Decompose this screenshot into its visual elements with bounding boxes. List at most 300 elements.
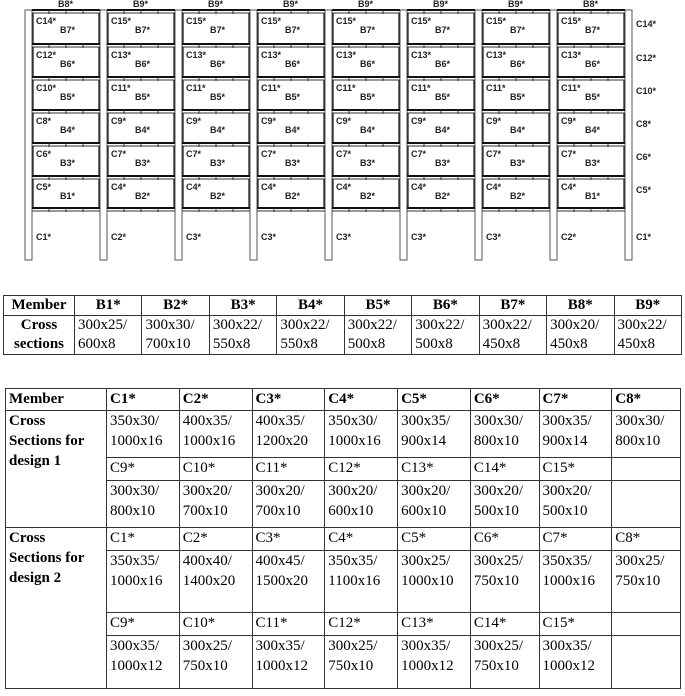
column-label: C9* — [486, 116, 502, 126]
beam-section-value — [479, 316, 546, 355]
section-line: 300x25/ — [182, 638, 232, 654]
beam-label: B3* — [435, 158, 451, 168]
column-member-name: C12* — [325, 458, 398, 481]
column-label: C7* — [111, 149, 127, 159]
column-label: C1* — [636, 232, 652, 242]
section-line: 300x30/ — [110, 483, 160, 499]
section-line: 350x35/ — [328, 553, 378, 569]
beam-label: B3* — [285, 158, 301, 168]
column-label: C9* — [336, 116, 352, 126]
section-line: 600x10 — [401, 503, 447, 519]
roof-beam-label: B9* — [358, 0, 374, 9]
section-line: 300x25/ — [473, 638, 523, 654]
column-member-name: C3* — [252, 528, 325, 551]
beam-label: B2* — [510, 191, 526, 201]
column-label: C9* — [111, 116, 127, 126]
beam-label: B7* — [135, 25, 151, 35]
column-member-name: C1* — [107, 528, 180, 551]
column-label: C11* — [486, 83, 506, 93]
beam-label: B1* — [585, 191, 601, 201]
column-section-value — [612, 411, 681, 458]
section-line: 1000x12 — [542, 658, 596, 674]
section-line: 1500x20 — [255, 573, 309, 589]
column-section-value — [470, 551, 539, 613]
section-line: 300x25/ — [328, 638, 378, 654]
column-section-value — [179, 481, 252, 528]
beam-member-name: B5* — [344, 296, 411, 316]
column-section-value — [107, 481, 180, 528]
section-line: 700x10 — [182, 503, 228, 519]
column-label: C12* — [636, 53, 657, 63]
column-label: C7* — [261, 149, 277, 159]
design2-values-row-2 — [6, 636, 681, 689]
section-line: 300x20/ — [401, 483, 451, 499]
label-line: Sections for — [9, 433, 85, 449]
section-line: 300x25/ — [78, 317, 128, 333]
column-label: C7* — [336, 149, 352, 159]
column-label: C3* — [186, 232, 202, 242]
section-line: 800x10 — [473, 433, 519, 449]
section-line: 300x25/ — [473, 553, 523, 569]
column-label: C10* — [36, 83, 57, 93]
section-line: 500x8 — [347, 336, 386, 352]
roof-beam-label: B9* — [283, 0, 299, 9]
section-line: 1400x20 — [182, 573, 236, 589]
beam-label: B7* — [585, 25, 601, 35]
section-line: 300x22/ — [280, 317, 330, 333]
column-member-name: C15* — [539, 613, 612, 636]
beam-label: B4* — [285, 125, 301, 135]
section-line: 300x22/ — [617, 317, 667, 333]
beam-label: B3* — [360, 158, 376, 168]
section-line: 800x10 — [110, 503, 155, 519]
beam-label: B3* — [60, 158, 76, 168]
column-section-value — [612, 551, 681, 613]
column-label: C14* — [636, 19, 657, 29]
column-label: C14* — [36, 16, 57, 26]
beam-label: B5* — [210, 92, 226, 102]
column-member-name: C14* — [470, 458, 539, 481]
column-section-value — [107, 551, 180, 613]
column-section-value — [398, 636, 471, 689]
column-section-value — [539, 411, 612, 458]
column-label: C4* — [186, 182, 202, 192]
column-member-name: C7* — [539, 528, 612, 551]
beam-label: B6* — [210, 59, 226, 69]
column-member — [475, 10, 482, 260]
beam-label: B5* — [285, 92, 301, 102]
beam-values-row — [4, 316, 682, 355]
column-section-value — [325, 481, 398, 528]
column-member-name: C2* — [179, 389, 252, 411]
beam-label: B6* — [285, 59, 301, 69]
section-line: 750x10 — [182, 658, 228, 674]
design1-values-row-2 — [6, 481, 681, 528]
column-header-row — [6, 389, 681, 411]
section-line: 300x20/ — [550, 317, 600, 333]
column-label: C8* — [636, 119, 652, 129]
column-label: C7* — [186, 149, 202, 159]
section-line: 900x14 — [401, 433, 447, 449]
section-line: 1000x16 — [110, 573, 163, 589]
column-label: C11* — [561, 83, 581, 93]
column-member-name: C2* — [179, 528, 252, 551]
empty-cell — [612, 458, 681, 481]
roof-beam-label: B9* — [133, 0, 149, 9]
column-label: C4* — [261, 182, 277, 192]
beam-label: B4* — [60, 125, 76, 135]
beam-label: B4* — [135, 125, 151, 135]
column-label: C15* — [111, 16, 132, 26]
column-section-value — [252, 636, 325, 689]
column-section-value — [179, 411, 252, 458]
column-label: C3* — [486, 232, 502, 242]
column-section-value — [470, 636, 539, 689]
column-label: C13* — [111, 50, 132, 60]
beam-member-name: B9* — [614, 296, 682, 316]
beam-label: B2* — [135, 191, 151, 201]
column-label: C6* — [636, 152, 652, 162]
column-member-name: C10* — [179, 458, 252, 481]
roof-beam-label: B9* — [508, 0, 524, 9]
section-line: 500x10 — [542, 503, 588, 519]
design1-label — [6, 411, 107, 528]
beam-member-name: B4* — [277, 296, 344, 316]
column-label: C3* — [336, 232, 352, 242]
section-line: 1000x16 — [110, 433, 163, 449]
beam-label: B5* — [435, 92, 451, 102]
column-label: C2* — [561, 232, 577, 242]
section-line: 750x10 — [473, 658, 519, 674]
beam-member-name: B3* — [209, 296, 276, 316]
column-label: C13* — [336, 50, 357, 60]
section-line: 350x35/ — [110, 553, 160, 569]
design2-values-row-1 — [6, 551, 681, 613]
column-label: C2* — [111, 232, 127, 242]
column-member-name: C14* — [470, 613, 539, 636]
beam-label: B6* — [510, 59, 526, 69]
beam-label: B5* — [360, 92, 376, 102]
roof-beam-label: B8* — [583, 0, 599, 9]
beam-label: B6* — [360, 59, 376, 69]
column-section-value — [539, 551, 612, 613]
label-line: Sections for — [9, 550, 85, 566]
section-line: 450x8 — [482, 336, 521, 352]
column-member-name: C7* — [539, 389, 612, 411]
column-label: C9* — [411, 116, 427, 126]
column-member-name: C6* — [470, 389, 539, 411]
section-line: 1000x10 — [401, 573, 454, 589]
column-label: C4* — [411, 182, 427, 192]
column-member-name: C8* — [612, 389, 681, 411]
column-member-name: C5* — [398, 389, 471, 411]
beam-label: B4* — [210, 125, 226, 135]
column-member — [250, 10, 257, 260]
section-line: 350x35/ — [542, 553, 592, 569]
design2-member-row-1 — [6, 528, 681, 551]
column-member — [625, 10, 632, 260]
beam-label: B4* — [585, 125, 601, 135]
column-label: C15* — [186, 16, 207, 26]
column-section-value — [179, 551, 252, 613]
column-section-value — [470, 411, 539, 458]
column-member-name: C13* — [398, 458, 471, 481]
roof-beam-label: B9* — [208, 0, 224, 9]
beam-section-value — [412, 316, 479, 355]
label-line: Cross — [9, 530, 46, 546]
section-line: 550x8 — [212, 336, 251, 352]
beam-member-name: B7* — [479, 296, 546, 316]
label-line: Cross — [20, 317, 58, 333]
beam-label: B5* — [60, 92, 76, 102]
section-line: 300x20/ — [542, 483, 592, 499]
beam-member-name: B6* — [412, 296, 479, 316]
column-label: C8* — [36, 116, 52, 126]
column-cross-section-table — [5, 388, 681, 689]
column-section-value — [539, 636, 612, 689]
beam-label: B2* — [435, 191, 451, 201]
column-label: C7* — [561, 149, 577, 159]
beam-label: B5* — [585, 92, 601, 102]
section-line: 450x8 — [617, 336, 655, 352]
column-section-value — [398, 551, 471, 613]
beam-section-value — [142, 316, 209, 355]
column-member — [550, 10, 557, 260]
section-line: 350x30/ — [110, 413, 160, 429]
column-section-value — [252, 481, 325, 528]
beam-label: B3* — [210, 158, 226, 168]
column-label: C15* — [411, 16, 432, 26]
section-line: 1100x16 — [328, 573, 381, 589]
column-label: C11* — [411, 83, 431, 93]
beam-label: B6* — [585, 59, 601, 69]
column-label: C5* — [36, 182, 52, 192]
column-section-value — [539, 481, 612, 528]
section-line: 900x14 — [542, 433, 588, 449]
section-line: 750x10 — [615, 573, 661, 589]
label-line: sections — [14, 336, 64, 352]
beam-label: B4* — [435, 125, 451, 135]
column-member-name: C9* — [107, 613, 180, 636]
column-label: C13* — [411, 50, 432, 60]
section-line: 550x8 — [280, 336, 318, 352]
section-line: 300x20/ — [473, 483, 523, 499]
section-line: 400x40/ — [182, 553, 232, 569]
beam-label: B3* — [585, 158, 601, 168]
column-label: C3* — [261, 232, 277, 242]
beam-section-value — [344, 316, 411, 355]
column-label: C15* — [486, 16, 507, 26]
column-label: C15* — [561, 16, 582, 26]
beam-label: B2* — [360, 191, 376, 201]
section-line: 300x35/ — [401, 638, 451, 654]
roof-beam-label: B9* — [433, 0, 449, 9]
section-line: 1000x16 — [182, 433, 236, 449]
section-line: 300x30/ — [145, 317, 195, 333]
beam-label: B7* — [285, 25, 301, 35]
column-section-value — [398, 481, 471, 528]
column-member-name: C4* — [325, 528, 398, 551]
design2-member-row-2 — [6, 613, 681, 636]
column-member-name: C8* — [612, 528, 681, 551]
column-label: C11* — [261, 83, 281, 93]
beam-header-row — [4, 296, 682, 316]
section-line: 400x45/ — [255, 553, 305, 569]
column-member-name: C4* — [325, 389, 398, 411]
section-line: 300x22/ — [347, 317, 397, 333]
beam-cross-section-table — [3, 295, 682, 355]
empty-cell — [612, 636, 681, 689]
column-label: C11* — [111, 83, 131, 93]
design2-label — [6, 528, 107, 689]
beam-section-value — [277, 316, 344, 355]
beam-label: B3* — [135, 158, 151, 168]
column-section-value — [179, 636, 252, 689]
roof-beam-label: B8* — [58, 0, 74, 9]
column-member-name: C11* — [252, 458, 325, 481]
section-line: 1000x16 — [542, 573, 596, 589]
beam-label: B5* — [510, 92, 526, 102]
label-line: design 1 — [9, 453, 62, 469]
column-label: C4* — [111, 182, 127, 192]
column-member-name: C10* — [179, 613, 252, 636]
column-section-value — [470, 481, 539, 528]
beam-label: B6* — [435, 59, 451, 69]
label-line: Cross — [9, 413, 46, 429]
column-member-name: C6* — [470, 528, 539, 551]
column-member-name: C11* — [252, 613, 325, 636]
column-member-name: C3* — [252, 389, 325, 411]
section-line: 300x30/ — [473, 413, 523, 429]
section-line: 300x35/ — [401, 413, 451, 429]
section-line: 700x10 — [145, 336, 191, 352]
beam-member-name: B8* — [547, 296, 614, 316]
column-member-name: C13* — [398, 613, 471, 636]
section-line: 1000x12 — [110, 658, 163, 674]
section-line: 300x20/ — [328, 483, 378, 499]
column-label: C7* — [486, 149, 502, 159]
section-line: 450x8 — [550, 336, 588, 352]
column-section-value — [107, 636, 180, 689]
beam-label: B2* — [210, 191, 226, 201]
section-line: 400x35/ — [182, 413, 232, 429]
column-label: C9* — [561, 116, 577, 126]
column-section-value — [398, 411, 471, 458]
beam-label: B1* — [60, 191, 76, 201]
beam-section-value — [614, 316, 682, 355]
beam-label: B7* — [60, 25, 76, 35]
column-label: C6* — [36, 149, 52, 159]
section-line: 300x35/ — [110, 638, 160, 654]
frame-elevation-diagram — [0, 0, 685, 265]
column-section-value — [325, 551, 398, 613]
member-header: Member — [4, 296, 75, 316]
beam-member-name: B2* — [142, 296, 209, 316]
column-label: C13* — [261, 50, 282, 60]
member-header: Member — [6, 389, 107, 411]
column-section-value — [252, 411, 325, 458]
column-label: C4* — [336, 182, 352, 192]
section-line: 300x25/ — [401, 553, 451, 569]
beam-member-name: B1* — [75, 296, 142, 316]
column-label: C1* — [36, 232, 52, 242]
column-member-name: C1* — [107, 389, 180, 411]
column-member — [100, 10, 107, 260]
cross-sections-label — [4, 316, 75, 355]
column-member — [175, 10, 182, 260]
section-line: 1000x12 — [401, 658, 454, 674]
section-line: 350x30/ — [328, 413, 378, 429]
section-line: 300x20/ — [182, 483, 232, 499]
column-label: C5* — [636, 185, 652, 195]
section-line: 400x35/ — [255, 413, 305, 429]
column-member-name: C9* — [107, 458, 180, 481]
section-line: 300x20/ — [255, 483, 305, 499]
section-line: 1000x16 — [328, 433, 381, 449]
beam-label: B6* — [135, 59, 151, 69]
column-label: C13* — [561, 50, 582, 60]
beam-section-value — [209, 316, 276, 355]
section-line: 700x10 — [255, 503, 301, 519]
beam-section-value — [547, 316, 614, 355]
beam-label: B4* — [510, 125, 526, 135]
section-line: 1000x12 — [255, 658, 309, 674]
section-line: 300x25/ — [615, 553, 665, 569]
column-label: C3* — [411, 232, 427, 242]
beam-label: B5* — [135, 92, 151, 102]
column-section-value — [252, 551, 325, 613]
column-label: C15* — [336, 16, 357, 26]
section-line: 300x22/ — [482, 317, 532, 333]
empty-cell — [612, 481, 681, 528]
column-label: C10* — [636, 86, 657, 96]
section-line: 300x22/ — [415, 317, 465, 333]
section-line: 300x35/ — [255, 638, 305, 654]
column-label: C9* — [261, 116, 277, 126]
beam-section-value — [75, 316, 142, 355]
beam-label: B3* — [510, 158, 526, 168]
beam-label: B7* — [435, 25, 451, 35]
column-label: C13* — [486, 50, 507, 60]
section-line: 750x10 — [473, 573, 519, 589]
column-member — [400, 10, 407, 260]
empty-cell — [612, 613, 681, 636]
column-member-name: C15* — [539, 458, 612, 481]
beam-label: B6* — [60, 59, 76, 69]
section-line: 300x30/ — [615, 413, 665, 429]
section-line: 600x8 — [78, 336, 116, 352]
column-label: C9* — [186, 116, 202, 126]
label-line: design 2 — [9, 570, 62, 586]
column-member — [25, 10, 32, 260]
column-label: C15* — [261, 16, 282, 26]
column-label: C7* — [411, 149, 427, 159]
section-line: 300x35/ — [542, 413, 592, 429]
section-line: 800x10 — [615, 433, 661, 449]
beam-label: B7* — [210, 25, 226, 35]
section-line: 500x10 — [473, 503, 519, 519]
column-label: C4* — [486, 182, 502, 192]
column-label: C12* — [36, 50, 57, 60]
section-line: 300x22/ — [212, 317, 263, 333]
column-member — [325, 10, 332, 260]
design1-member-row-2 — [6, 458, 681, 481]
column-label: C11* — [336, 83, 356, 93]
section-line: 500x8 — [415, 336, 453, 352]
beam-label: B4* — [360, 125, 376, 135]
section-line: 1200x20 — [255, 433, 309, 449]
beam-label: B2* — [285, 191, 301, 201]
